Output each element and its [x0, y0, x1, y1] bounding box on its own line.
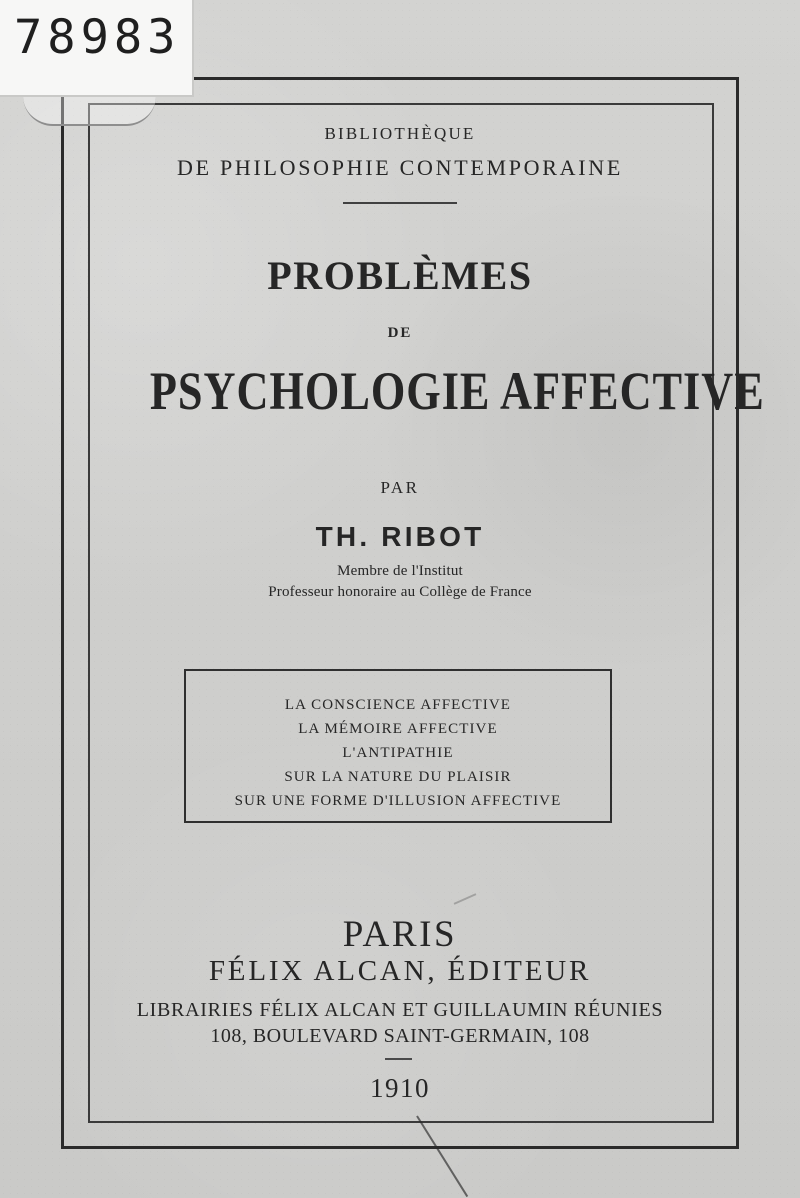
- contents-box: [184, 669, 612, 823]
- book-title-connector: DE: [387, 325, 413, 341]
- author-intro: PAR: [380, 478, 420, 497]
- publication-city: PARIS: [342, 914, 458, 955]
- series-heading-line-2: DE PHILOSOPHIE CONTEMPORAINE: [177, 155, 623, 180]
- author-credential-1: Membre de l'Institut: [337, 563, 463, 579]
- publication-year: 1910: [370, 1073, 430, 1103]
- publisher-name: FÉLIX ALCAN, ÉDITEUR: [208, 955, 592, 987]
- catalog-sticker: [0, 0, 194, 97]
- book-title-line-2: PSYCHOLOGIE AFFECTIVE: [149, 361, 765, 421]
- book-title-line-1: PROBLÈMES: [267, 253, 533, 298]
- year-divider: [385, 1058, 412, 1060]
- series-divider: [343, 202, 457, 204]
- sticker-curl: [23, 96, 156, 126]
- publisher-libraries: LIBRAIRIES FÉLIX ALCAN ET GUILLAUMIN RÉUNIES: [136, 999, 664, 1021]
- author-name: TH. RIBOT: [315, 521, 485, 552]
- contents-item: L'ANTIPATHIE: [342, 745, 454, 761]
- contents-item: LA MÉMOIRE AFFECTIVE: [298, 721, 498, 737]
- contents-item: SUR UNE FORME D'ILLUSION AFFECTIVE: [234, 793, 562, 809]
- publisher-address: 108, BOULEVARD SAINT-GERMAIN, 108: [210, 1025, 590, 1047]
- contents-item: LA CONSCIENCE AFFECTIVE: [284, 697, 512, 713]
- series-heading-line-1: BIBLIOTHÈQUE: [324, 124, 476, 143]
- contents-item: SUR LA NATURE DU PLAISIR: [284, 769, 512, 785]
- author-credential-2: Professeur honoraire au Collège de France: [268, 584, 532, 600]
- catalog-number: 78983: [14, 10, 181, 65]
